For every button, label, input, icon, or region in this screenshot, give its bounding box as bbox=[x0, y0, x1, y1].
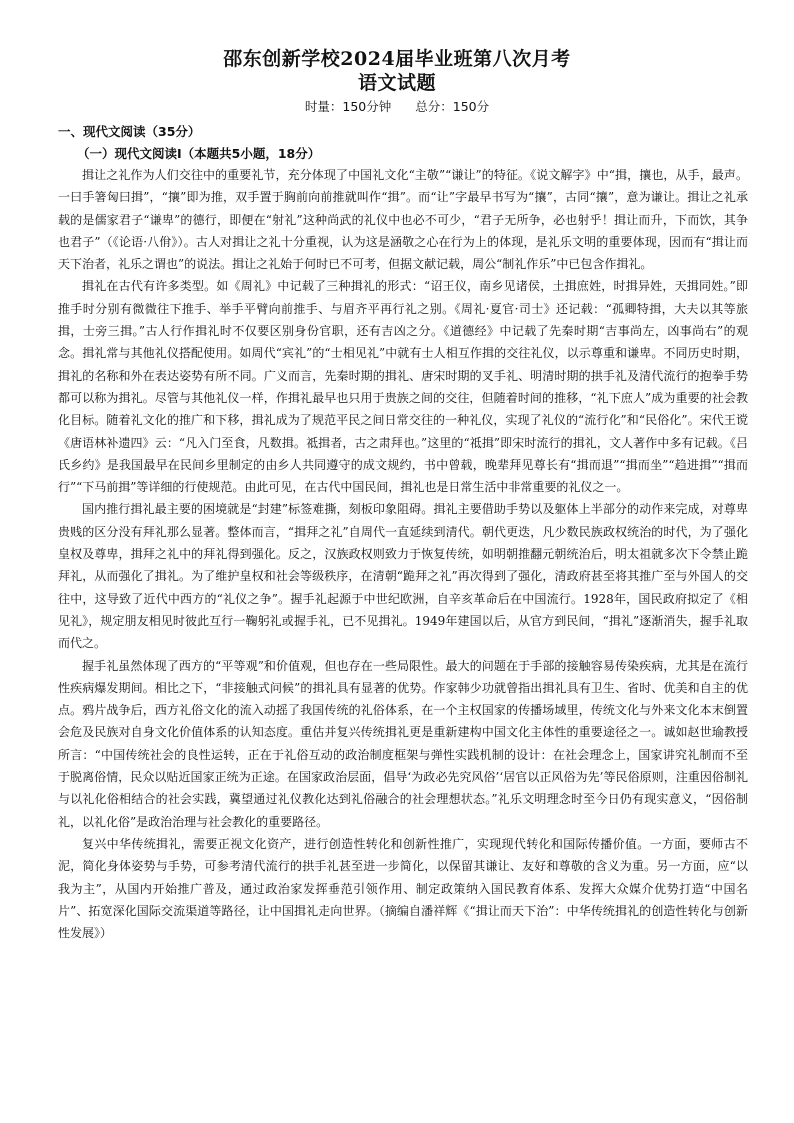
exam-subject-title: 语文试题 bbox=[357, 72, 436, 94]
passage-paragraph: 握手礼虽然体现了西方的“平等观”和价值观，但也存在一些局限性。最大的问题在于手部的接触容易传染疾病，尤其是在流行性疾病爆发期间。相比之下，“非接触式问候”的揖礼具有显著的优势。作家韩少功就曾指出揖礼具有卫生、省时、优美和自主的优点。鸦片战争后，西方礼俗文化的流入动摇了我国传统的礼俗体系，在一个主权国家的传播场域里，传统文化与外来文化本末倒置会危及民族对自身文化价值体系的认知态度。重估并复兴传统揖礼更是重新建构中国文化主体性的重要途径之一。诚如赵世瑜教授所言：“中国传统社会的良性运转，正在于礼俗互动的政治制度框架与弹性实践机制的设计：在社会理念上，国家讲究礼制而不至于脱离俗情，民众以贴近国家正统为正途。在国家政治层面，倡导‘为政必先究风俗’‘居官以正风俗为先’等民俗原则，注重因俗制礼与以礼化俗相结合的社会实践，冀望通过礼仪教化达到礼俗融合的社会理想状态。”礼乐文明理念时至今日仍有现实意义，“因俗制礼，以礼化俗”是政治治理与社会教化的重要路径。 bbox=[58, 658, 748, 829]
passage-paragraph: 复兴中华传统揖礼，需要正视文化资产，进行创造性转化和创新性推广，实现现代转化和国际传播价值。一方面，要师古不泥，简化身体姿势与手势，可参考清代流行的拱手礼甚至进一步简化，以保留其谦让、友好和尊敬的含义为重。另一方面，应“以我为主”，从国内开始推广普及，通过政治家发挥垂范引领作用、制定政策纳入国民教育体系、发挥大众媒介优势打造“中国名片”、拓宽深化国际交流渠道等路径，让中国揖礼走向世界。（摘编自潘祥辉《“揖让而天下治”：中华传统揖礼的创造性转化与创新性发展》） bbox=[58, 836, 748, 941]
passage-paragraph: 揖礼在古代有许多类型。如《周礼》中记载了三种揖礼的形式：“诏王仪，南乡见诸侯，土揖庶姓，时揖异姓，天揖同姓。”即推手时分别有微微往下推手、举手平臂向前推手、与眉齐平再行礼之别。《周礼·夏官·司士》还记载：“孤卿特揖，大夫以其等旅揖，士旁三揖。”古人行作揖礼时不仅要区别身份官职，还有吉凶之分。《道德经》中记载了先秦时期“吉事尚左，凶事尚右”的观念。揖礼常与其他礼仪搭配使用。如周代“宾礼”的“士相见礼”中就有士人相互作揖的交往礼仪，以示尊重和谦卑。不同历史时期，揖礼的名称和外在表达姿势有所不同。广义而言，先秦时期的揖礼、唐宋时期的叉手礼、明清时期的拱手礼及清代流行的抱拳手势都可以称为揖礼。尽管与其他礼仪一样，作揖礼最早也只用于贵族之间的交往，但随着时间的推移，“礼下庶人”成为重要的社会教化目标。随着礼文化的推广和下移，揖礼成为了规范平民之间日常交往的一种礼仪，实现了礼仪的“流行化”和“民俗化”。宋代王谠《唐语林补遗四》云：“凡入门至食，凡数揖。祗揖者，古之肃拜也。”这里的“祗揖”即宋时流行的揖礼，文人著作中多有记载。《吕氏乡约》是我国最早在民间乡里制定的由乡人共同遵守的成文规约，书中曾载，晚辈拜见尊长有“揖而退”“揖而坐”“趋进揖”“揖而行”“下马前揖”等详细的行使规范。由此可见，在古代中国民间，揖礼也是日常生活中非常重要的礼仪之一。 bbox=[58, 279, 748, 495]
exam-title: 邵东创新学校2024届毕业班第八次月考 bbox=[223, 48, 571, 70]
reading-passage bbox=[58, 164, 748, 944]
passage-paragraph: 国内推行揖礼最主要的困境就是“封建”标签难撕，刻板印象阻碍。揖礼主要借助手势以及躯体上半部分的动作来完成，对尊卑贵贱的区分没有拜礼那么显著。整体而言，“揖拜之礼”自周代一直延续到清代。朝代更迭，凡少数民族政权统治的时代，为了强化皇权及尊卑，揖拜之礼中的拜礼得到强化。反之，汉族政权则致力于恢复传统，如明朝推翻元朝统治后，明太祖就多次下令禁止跪拜礼，从而强化了揖礼。为了维护皇权和社会等级秩序，在清朝“跪拜之礼”再次得到了强化，清政府甚至将其推广至与外国人的交往中，这导致了近代中西方的“礼仪之争”。握手礼起源于中世纪欧洲，自辛亥革命后在中国流行。1928年，国民政府拟定了《相见礼》，规定朋友相见时彼此互行一鞠躬礼或握手礼，已不见揖礼。1949年建国以后，从官方到民间，“揖礼”逐渐消失，握手礼取而代之。 bbox=[58, 502, 748, 651]
exam-meta bbox=[0, 99, 794, 115]
exam-time: 时量：150分钟 bbox=[304, 99, 392, 114]
passage-paragraph: 揖让之礼作为人们交往中的重要礼节，充分体现了中国礼文化“主敬”“谦让”的特征。《说文解字》中“揖，攘也，从手，最声。一曰手箸匈曰揖”，“攘”即为推，双手置于胸前向前推就叫作“揖”。而“让”字最早书写为“攘”，古同“攘”，意为谦让。揖让之礼承载的是儒家君子“谦卑”的德行，即便在“射礼”这种尚武的礼仪中也必不可少，“君子无所争，必也射乎！揖让而升，下而饮，其争也君子”（《论语·八佾》）。古人对揖让之礼十分重视，认为这是涵敬之心在行为上的体现，是礼乐文明的重要体现，因而有“揖让而天下治者，礼乐之谓也”的说法。揖让之礼始于何时已不可考，但据文献记载，周公“制礼作乐”中已包含作揖礼。 bbox=[58, 168, 748, 272]
subsection-heading: （一）现代文阅读Ⅰ（本题共5小题，18分） bbox=[77, 146, 321, 161]
exam-total-score: 总分：150分 bbox=[415, 99, 490, 114]
section-heading: 一、现代文阅读（35分） bbox=[58, 124, 201, 139]
